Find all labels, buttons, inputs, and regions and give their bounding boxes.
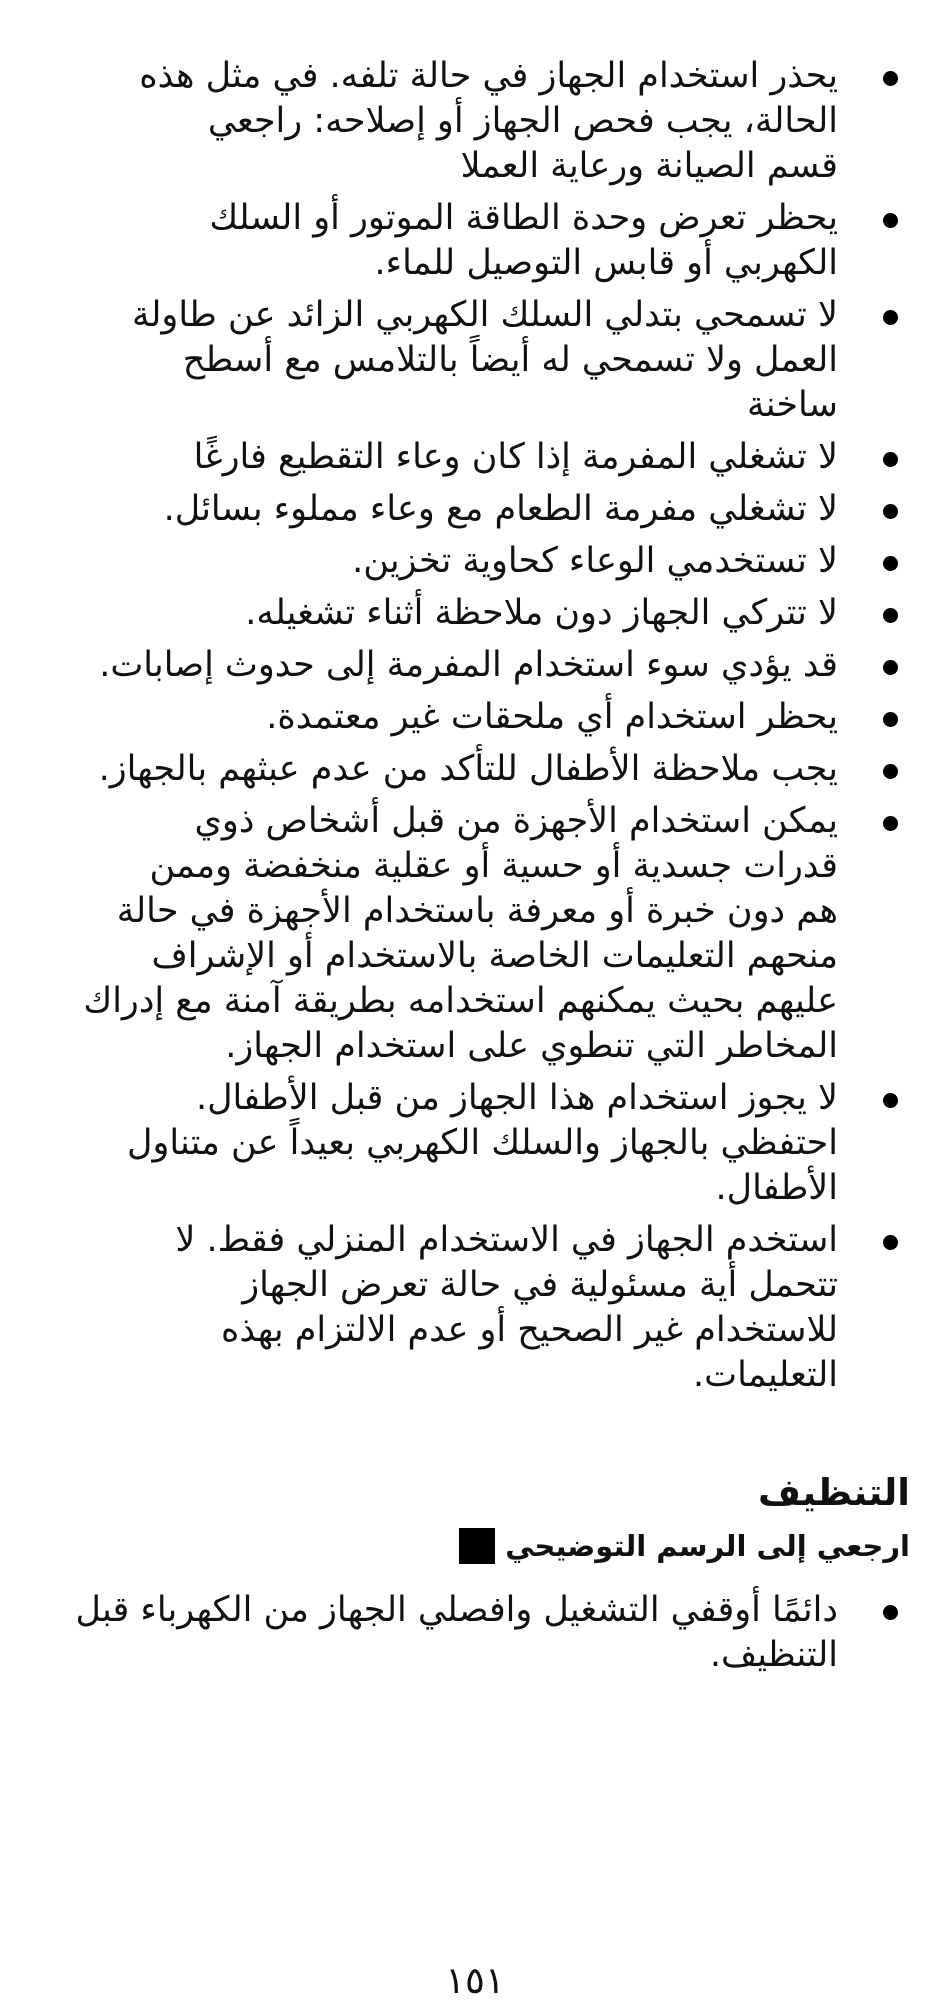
bullet-icon xyxy=(883,608,898,623)
list-item xyxy=(30,1218,910,1398)
bullet-icon xyxy=(883,1605,898,1620)
bullet-icon xyxy=(883,71,898,86)
bullet-icon xyxy=(883,556,898,571)
bullet-icon xyxy=(883,712,898,727)
cleaning-text: دائمًا أوقفي التشغيل وافصلي الجهاز من الكهرباء قبل التنظيف. xyxy=(75,1590,838,1675)
bullet-icon xyxy=(883,1235,898,1250)
bullet-icon xyxy=(883,310,898,325)
safety-warnings-list xyxy=(30,54,910,1398)
list-item xyxy=(30,196,910,286)
list-item xyxy=(30,435,910,480)
cleaning-section-title: التنظيف xyxy=(758,1471,910,1514)
bullet-icon xyxy=(883,660,898,675)
manual-page xyxy=(30,54,910,1685)
bullet-icon xyxy=(883,504,898,519)
warning-text: يجب ملاحظة الأطفال للتأكد من عدم عبثهم بالجهاز. xyxy=(98,749,838,789)
list-item xyxy=(30,487,910,532)
list-item xyxy=(30,695,910,740)
warning-text: استخدم الجهاز في الاستخدام المنزلي فقط. لا تتحمل أية مسئولية في حالة تعرض الجهاز للاستخدام غير الصحيح أو عدم الالتزام بهذه التعليمات. xyxy=(175,1220,838,1395)
list-item xyxy=(30,293,910,428)
list-item xyxy=(30,1076,910,1211)
bullet-icon xyxy=(883,816,898,831)
bullet-icon xyxy=(883,1093,898,1108)
warning-text: يحظر تعرض وحدة الطاقة الموتور أو السلك الكهربي أو قابس التوصيل للماء. xyxy=(209,198,838,283)
illustration-reference-text: ارجعي إلى الرسم التوضيحي xyxy=(505,1529,910,1563)
list-item xyxy=(30,643,910,688)
bullet-icon xyxy=(883,452,898,467)
list-item xyxy=(30,799,910,1069)
illustration-marker-icon xyxy=(459,1528,495,1564)
list-item xyxy=(30,591,910,636)
warning-text: يحذر استخدام الجهاز في حالة تلفه. في مثل هذه الحالة، يجب فحص الجهاز أو إصلاحه: راجعي قسم الصيانة ورعاية العملا xyxy=(139,56,838,186)
warning-text: لا تشغلي المفرمة إذا كان وعاء التقطيع فارغًا xyxy=(193,437,838,477)
bullet-icon xyxy=(883,764,898,779)
list-item xyxy=(30,539,910,584)
list-item xyxy=(30,54,910,189)
list-item xyxy=(30,1588,910,1678)
warning-text: يمكن استخدام الأجهزة من قبل أشخاص ذوي قدرات جسدية أو حسية أو عقلية منخفضة وممن هم دون خبرة أو معرفة باستخدام الأجهزة في حالة منحهم التعليمات الخاصة بالاستخدام أو الإشراف عليهم بحيث يمكنهم استخدامه بطريقة آمنة مع إدراك المخاطر التي تنطوي على استخدام الجهاز. xyxy=(83,801,838,1066)
warning-text: لا تستخدمي الوعاء كحاوية تخزين. xyxy=(352,541,838,581)
bullet-icon xyxy=(883,213,898,228)
page-number: ١٥١ xyxy=(445,1959,505,2002)
warning-text: لا تشغلي مفرمة الطعام مع وعاء مملوء بسائل. xyxy=(163,489,838,529)
warning-text: لا تسمحي بتدلي السلك الكهربي الزائد عن طاولة العمل ولا تسمحي له أيضاً بالتلامس مع أسطح ساخنة xyxy=(132,295,838,425)
cleaning-list xyxy=(30,1588,910,1678)
illustration-reference xyxy=(30,1524,910,1568)
warning-text: لا تتركي الجهاز دون ملاحظة أثناء تشغيله. xyxy=(245,593,838,633)
warning-text: قد يؤدي سوء استخدام المفرمة إلى حدوث إصابات. xyxy=(99,645,838,685)
warning-text: يحظر استخدام أي ملحقات غير معتمدة. xyxy=(266,697,838,737)
list-item xyxy=(30,747,910,792)
warning-text: لا يجوز استخدام هذا الجهاز من قبل الأطفال. احتفظي بالجهاز والسلك الكهربي بعيداً عن متناول الأطفال. xyxy=(127,1078,838,1208)
